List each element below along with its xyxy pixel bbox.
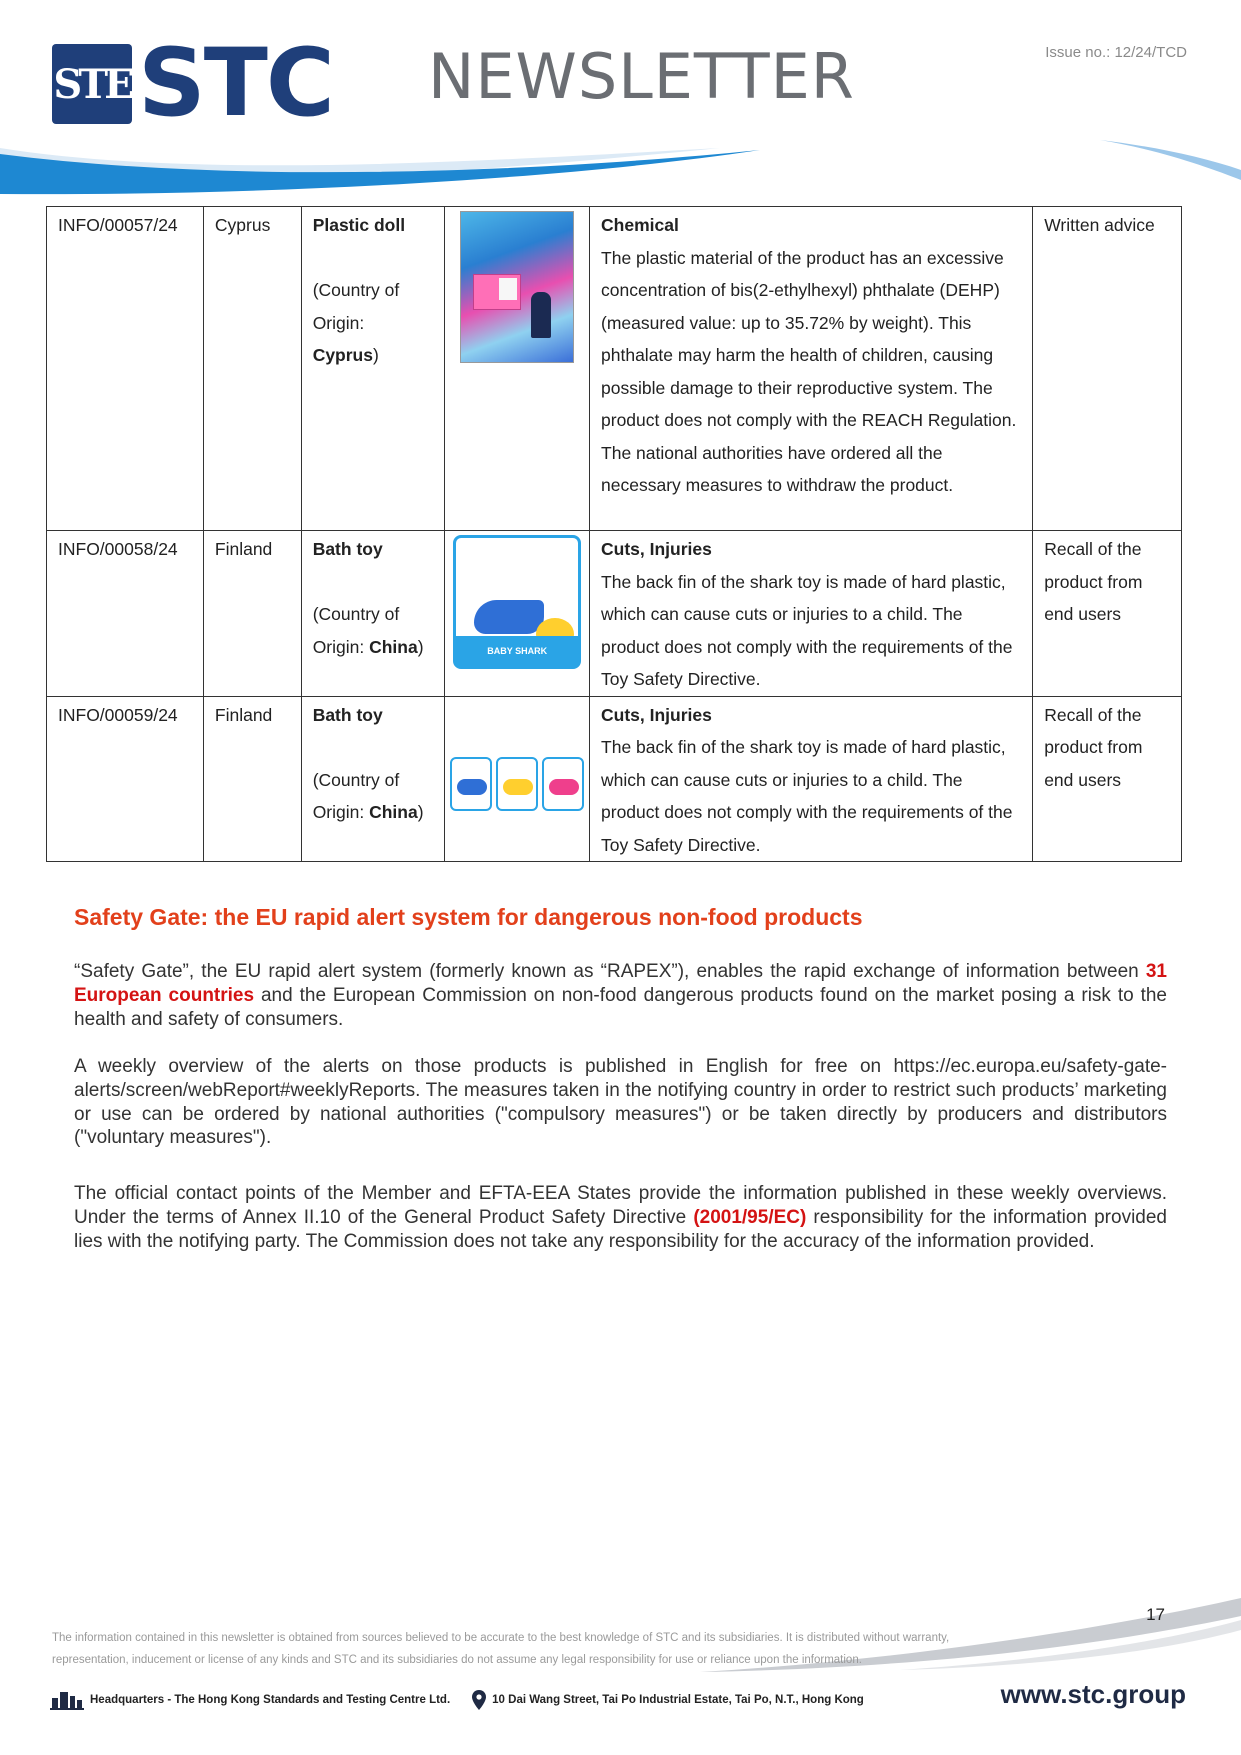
paragraph-contact-points bbox=[74, 1182, 1167, 1253]
paragraph-weekly-overview: A weekly overview of the alerts on those products is published in English for free on https://ec.europa.eu/safety-gate-alerts/screen/webReport#weeklyReports. The measures taken in the notifying country in order to restrict such products’ marketing or use can be ordered by national authorities ("compulsory measures") or be taken directly by producers and distributors ("voluntary measures"). bbox=[74, 1056, 1167, 1149]
ref-cell: INFO/00057/24 bbox=[47, 207, 204, 531]
image-cell bbox=[445, 531, 590, 697]
origin-country: China bbox=[369, 802, 418, 822]
website-link[interactable]: www.stc.group bbox=[1000, 1679, 1186, 1709]
plastic-doll-image bbox=[460, 211, 574, 363]
alerts-table bbox=[46, 206, 1182, 862]
product-cell bbox=[301, 531, 445, 697]
address-label: 10 Dai Wang Street, Tai Po Industrial Estate, Tai Po, N.T., Hong Kong bbox=[492, 1694, 864, 1706]
image-cell bbox=[445, 696, 590, 862]
measures-cell: Recall of the product from end users bbox=[1033, 531, 1182, 697]
headquarters-label: Headquarters - The Hong Kong Standards and Testing Centre Ltd. bbox=[90, 1694, 451, 1706]
stc-logo bbox=[52, 29, 333, 138]
location-pin-icon bbox=[472, 1690, 486, 1710]
risk-description: The plastic material of the product has an excessive concentration of bis(2-ethylhexyl) phthalate (DEHP) (measured value: up to 35.72% by weight). This phthalate may harm the health of children, causing possible damage to their reproductive system. The product does not comply with the REACH Regulation. The national authorities have ordered all the necessary measures to withdraw the product. bbox=[601, 247, 1017, 495]
origin-line: Origin: bbox=[312, 802, 365, 822]
issue-number: Issue no.: 12/24/TCD bbox=[1045, 44, 1187, 61]
origin-prefix: (Country of bbox=[312, 604, 400, 624]
paragraph-text: and the European Commission on non-food dangerous products found on the market posing a risk to the health and safety of consumers. bbox=[74, 984, 1167, 1030]
image-cell bbox=[445, 207, 590, 531]
country-cell: Finland bbox=[203, 531, 301, 697]
product-name: Bath toy bbox=[312, 539, 383, 559]
risk-type: Cuts, Injuries bbox=[601, 539, 712, 559]
risk-type: Chemical bbox=[601, 215, 679, 235]
country-cell: Cyprus bbox=[203, 207, 301, 531]
origin-suffix: ) bbox=[417, 636, 424, 657]
product-name: Plastic doll bbox=[312, 215, 406, 235]
origin-prefix: (Country of bbox=[312, 280, 400, 300]
origin-line: Origin: bbox=[312, 636, 365, 657]
paragraph-safety-gate bbox=[74, 960, 1167, 1031]
newsletter-title: NEWSLETTER bbox=[428, 40, 855, 113]
page-number: 17 bbox=[1146, 1605, 1165, 1624]
header-swoosh bbox=[0, 140, 1241, 200]
bath-toy-set-image bbox=[450, 757, 584, 813]
measures-cell: Recall of the product from end users bbox=[1033, 696, 1182, 862]
paragraph-text: “Safety Gate”, the EU rapid alert system (formerly known as “RAPEX”), enables the rapid exchange of information between bbox=[74, 961, 1146, 982]
paragraph-text: The official contact points of the Member and EFTA-EEA States provide the information published in these weekly overviews. Under the terms of Annex II.10 of the General Product Safety Directive bbox=[74, 1183, 1167, 1228]
measures-cell: Written advice bbox=[1033, 207, 1182, 531]
building-icon bbox=[50, 1690, 84, 1710]
risk-description: The back fin of the shark toy is made of hard plastic, which can cause cuts or injuries to a child. The product does not comply with the requirements of the Toy Safety Directive. bbox=[601, 571, 1013, 689]
country-cell: Finland bbox=[203, 696, 301, 862]
risk-cell bbox=[590, 531, 1033, 697]
product-name: Bath toy bbox=[312, 704, 383, 725]
logo-text: STC bbox=[138, 29, 333, 138]
origin-country: China bbox=[369, 636, 418, 657]
footer-contact bbox=[50, 1690, 864, 1710]
origin-line: Origin: bbox=[312, 312, 365, 333]
risk-description: The back fin of the shark toy is made of hard plastic, which can cause cuts or injuries to a child. The product does not comply with the requirements of the Toy Safety Directive. bbox=[601, 737, 1013, 855]
image-caption: BABY SHARK bbox=[456, 636, 578, 666]
section-title: Safety Gate: the EU rapid alert system for dangerous non-food products bbox=[74, 904, 863, 930]
paragraph-text: responsibility for the information provided lies with the notifying party. The Commission does not take any responsibility for the accuracy of the information provided. bbox=[74, 1206, 1167, 1252]
product-cell bbox=[301, 207, 445, 531]
ref-cell: INFO/00059/24 bbox=[47, 696, 204, 862]
risk-cell bbox=[590, 696, 1033, 862]
origin-suffix: ) bbox=[372, 345, 379, 365]
risk-type: Cuts, Injuries bbox=[601, 704, 712, 725]
ref-cell: INFO/00058/24 bbox=[47, 531, 204, 697]
risk-cell bbox=[590, 207, 1033, 531]
origin-country: Cyprus bbox=[312, 345, 373, 365]
highlight-countries: 31 European countries bbox=[74, 961, 1167, 1006]
disclaimer: The information contained in this newsletter is obtained from sources believed to be accurate to the best knowledge of STC and its subsidiaries. It is distributed without warranty, representation, inducement or license of any kinds and STC and its subsidiaries do not assume any legal responsibility for use or reliance upon the information. bbox=[52, 1632, 950, 1666]
table-row bbox=[47, 207, 1182, 531]
table-row bbox=[47, 531, 1182, 697]
product-cell bbox=[301, 696, 445, 862]
highlight-directive: (2001/95/EC) bbox=[693, 1206, 807, 1228]
bath-toy-image bbox=[453, 535, 581, 669]
origin-suffix: ) bbox=[417, 802, 424, 822]
table-row bbox=[47, 696, 1182, 862]
origin-prefix: (Country of bbox=[312, 769, 400, 790]
logo-mark: STE bbox=[52, 44, 132, 124]
